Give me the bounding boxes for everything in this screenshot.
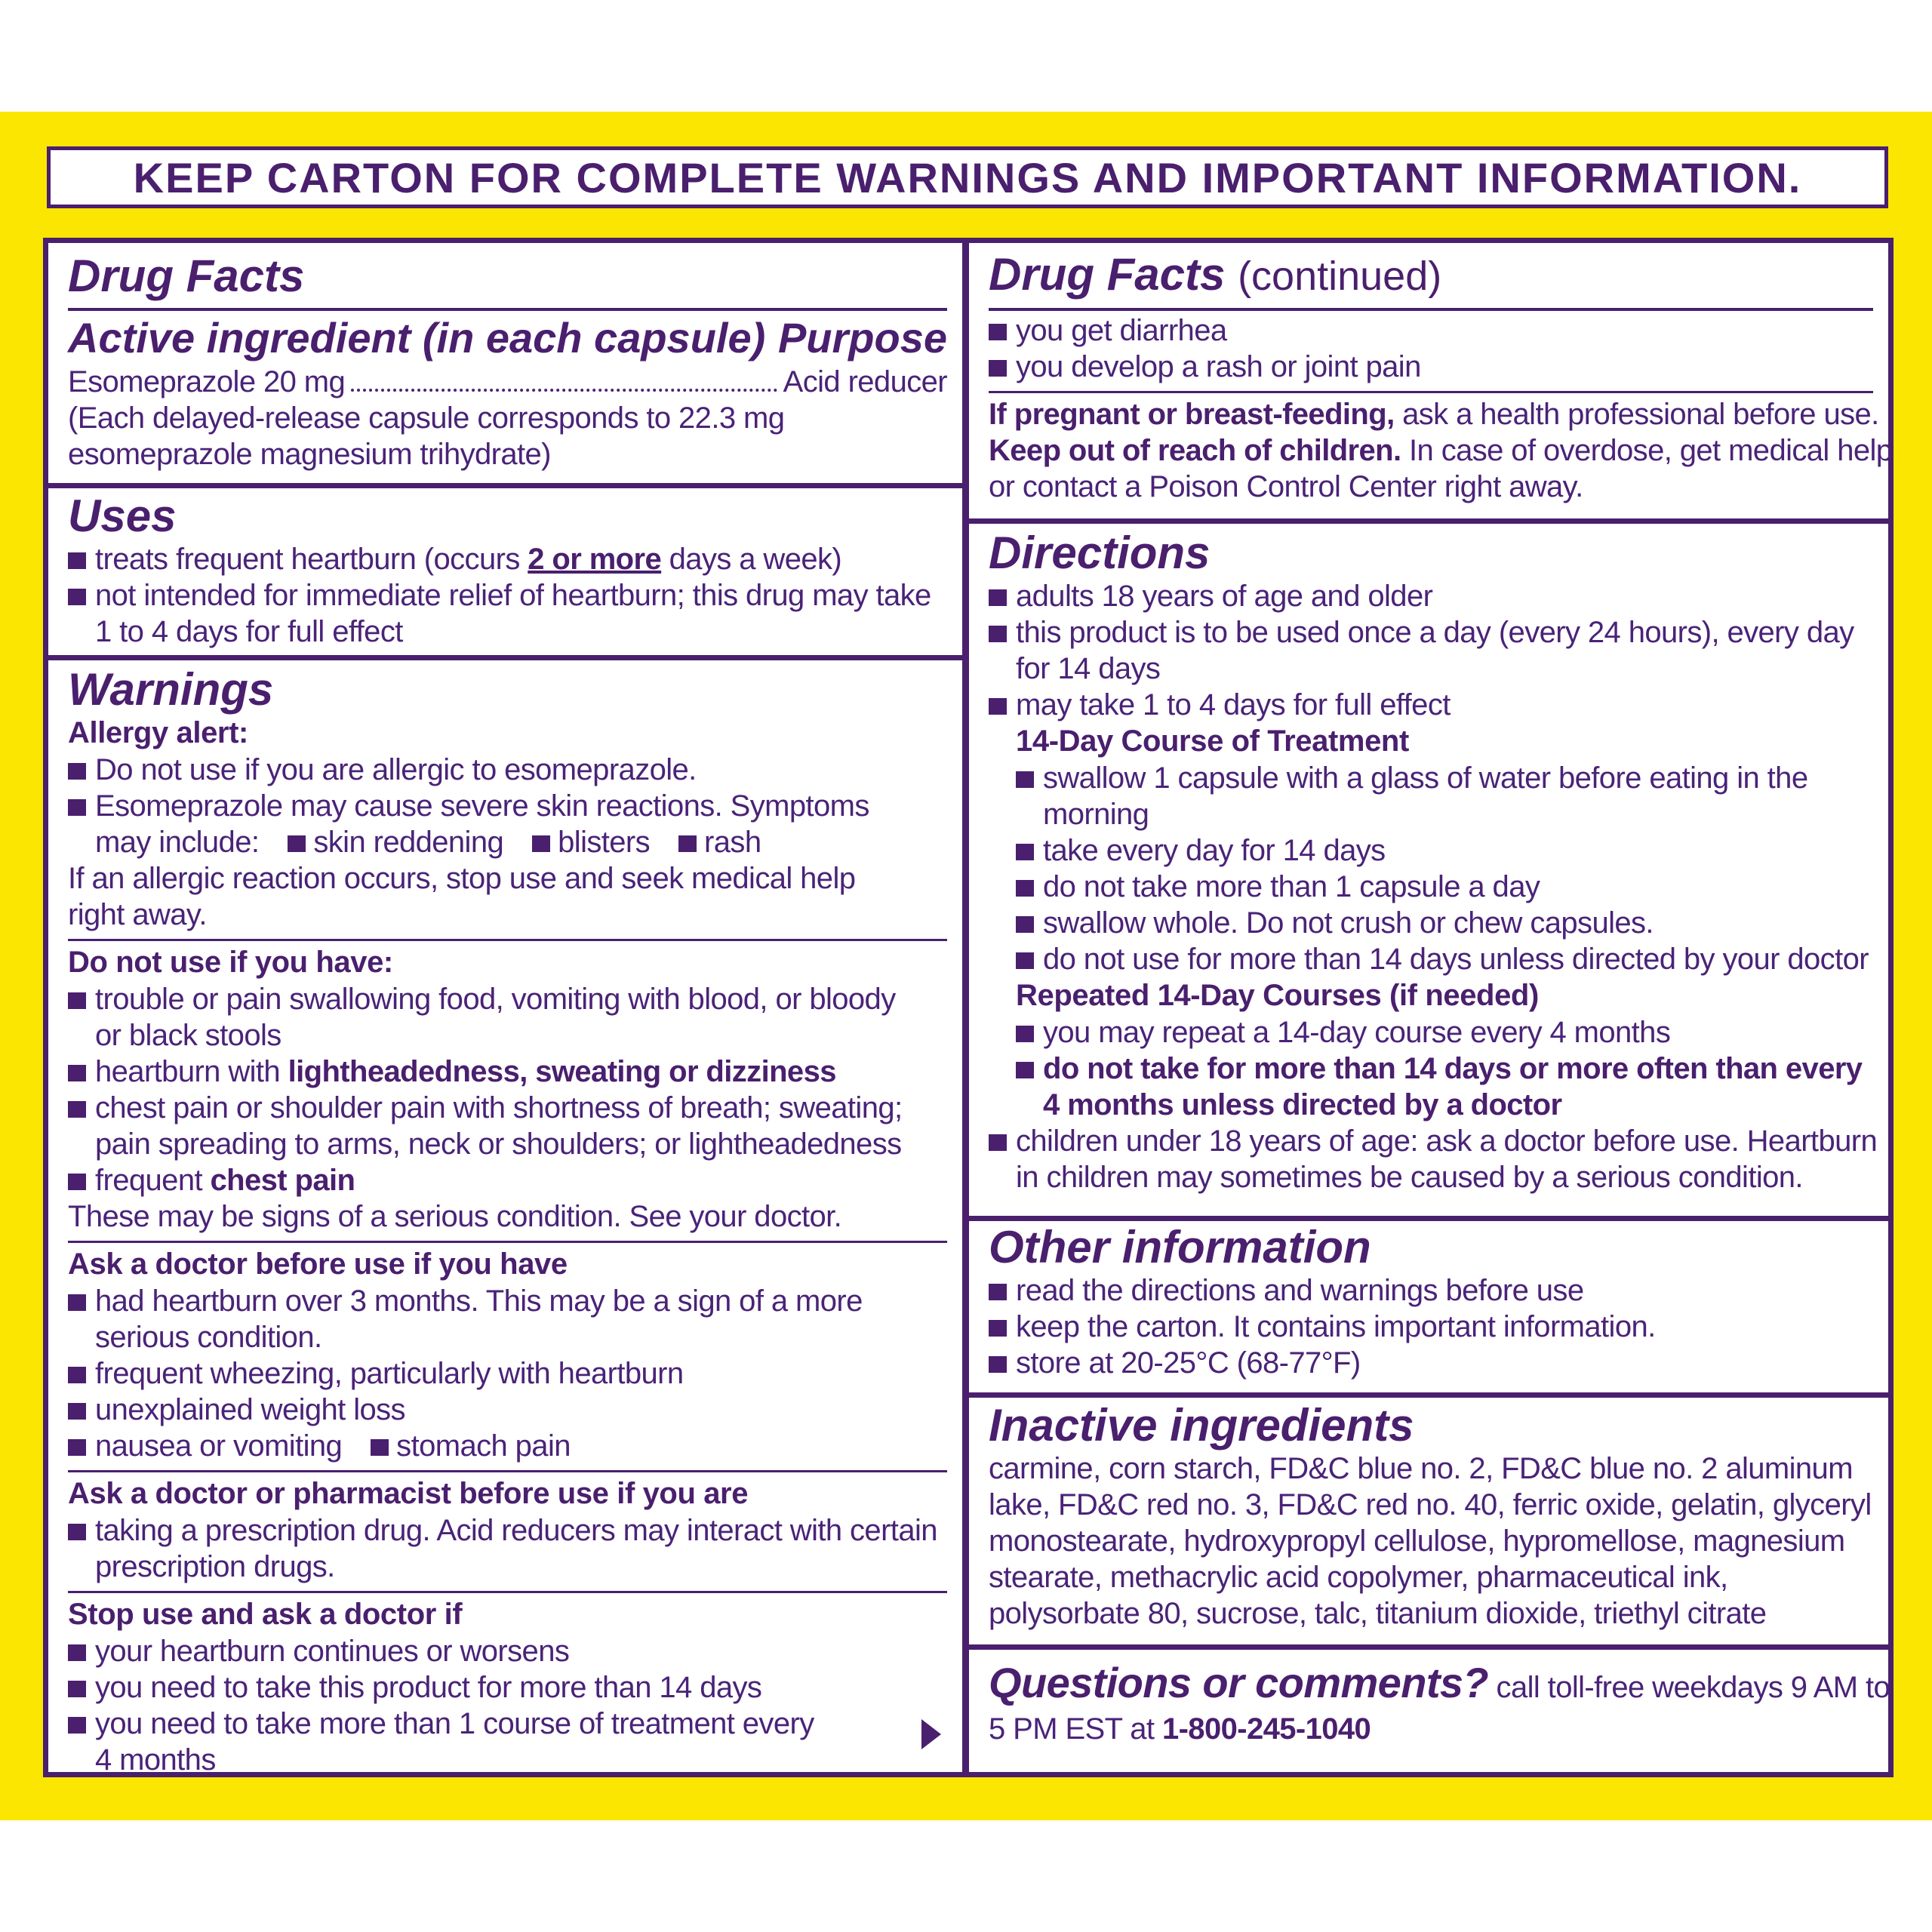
list-item: you need to take this product for more than 14 days	[68, 1669, 947, 1706]
list-item: you get diarrhea	[989, 312, 1873, 349]
inactive-line: carmine, corn starch, FD&C blue no. 2, FD&C blue no. 2 aluminum	[989, 1452, 1853, 1485]
keep-away-warning: Keep out of reach of children. In case of overdose, get medical help	[989, 434, 1893, 467]
stop-use-heading: Stop use and ask a doctor if	[68, 1598, 463, 1631]
arrow-right-icon	[921, 1719, 941, 1749]
ingredient-note: esomeprazole magnesium trihydrate)	[68, 438, 551, 471]
list-item: do not take for more than 14 days or more often than every	[989, 1051, 1873, 1087]
list-item: do not use for more than 14 days unless directed by your doctor	[989, 941, 1873, 977]
uses-title: Uses	[68, 491, 177, 541]
divider	[68, 1591, 947, 1593]
list-item: may take 1 to 4 days for full effect	[989, 687, 1873, 723]
list-item: children under 18 years of age: ask a doctor before use. Heartburn	[989, 1123, 1873, 1159]
divider	[68, 308, 947, 311]
phone-number: 1-800-245-1040	[1161, 1712, 1371, 1746]
ask-pharmacist-heading: Ask a doctor or pharmacist before use if you are	[68, 1477, 749, 1510]
list-item: had heartburn over 3 months. This may be a sign of a more	[68, 1283, 947, 1319]
list-item-cont: 1 to 4 days for full effect	[95, 615, 403, 648]
list-item: read the directions and warnings before use	[989, 1272, 1873, 1309]
list-item: Esomeprazole may cause severe skin reactions. Symptoms	[68, 788, 947, 824]
symptom-row: may include: skin reddening blisters rash	[95, 826, 761, 859]
questions-line: Questions or comments? call toll-free weekdays 9 AM to	[989, 1659, 1890, 1706]
inactive-line: lake, FD&C red no. 3, FD&C red no. 40, ferric oxide, gelatin, glyceryl	[989, 1488, 1872, 1521]
divider	[68, 939, 947, 941]
repeat-heading: Repeated 14-Day Courses (if needed)	[1016, 979, 1539, 1012]
ingredient-row	[68, 364, 947, 400]
pregnant-warning: If pregnant or breast-feeding, ask a health professional before use.	[989, 398, 1879, 431]
course-heading: 14-Day Course of Treatment	[1016, 724, 1409, 758]
square-bullet-icon	[678, 835, 697, 852]
ask-doctor-heading: Ask a doctor before use if you have	[68, 1247, 568, 1281]
square-bullet-icon	[371, 1439, 389, 1456]
list-item: chest pain or shoulder pain with shortness of breath; sweating;	[68, 1090, 947, 1126]
list-item: frequent wheezing, particularly with heartburn	[68, 1355, 947, 1392]
list-item: you may repeat a 14-day course every 4 months	[989, 1014, 1873, 1051]
do-not-use-heading: Do not use if you have:	[68, 946, 393, 979]
inactive-line: monostearate, hydroxypropyl cellulose, hypromellose, magnesium	[989, 1524, 1845, 1558]
directions-section	[969, 528, 1888, 1221]
ingredient-note: (Each delayed-release capsule corresponds to 22.3 mg	[68, 401, 785, 435]
list-item: your heartburn continues or worsens	[68, 1633, 947, 1669]
list-item: frequent chest pain	[68, 1162, 947, 1198]
list-item: swallow 1 capsule with a glass of water before eating in the	[989, 760, 1873, 796]
warning-note: These may be signs of a serious condition. See your doctor.	[68, 1200, 842, 1233]
list-item: adults 18 years of age and older	[989, 578, 1873, 614]
square-bullet-icon	[288, 835, 306, 852]
inactive-line: stearate, methacrylic acid copolymer, pharmaceutical ink,	[989, 1561, 1728, 1594]
drug-facts-continued-title: Drug Facts (continued)	[989, 249, 1442, 300]
questions-section	[969, 1656, 1888, 1747]
list-item-cont: 4 months	[95, 1743, 216, 1777]
allergy-alert-heading: Allergy alert:	[68, 716, 248, 749]
warnings-section	[48, 665, 962, 1778]
list-item: you develop a rash or joint pain	[989, 349, 1873, 385]
list-item: take every day for 14 days	[989, 832, 1873, 869]
keep-carton-banner	[47, 146, 1888, 208]
drug-facts-panel-right	[964, 238, 1894, 1777]
list-item-cont: 4 months unless directed by a doctor	[1043, 1088, 1562, 1121]
list-item: keep the carton. It contains important information.	[989, 1309, 1873, 1345]
drug-facts-panel-left	[43, 238, 968, 1777]
active-heading-row	[68, 312, 947, 364]
keep-away-warning-cont: or contact a Poison Control Center right away.	[989, 470, 1583, 503]
ingredient-purpose: Acid reducer	[783, 365, 947, 398]
list-item: heartburn with lightheadedness, sweating or dizziness	[68, 1054, 947, 1090]
list-item: not intended for immediate relief of heartburn; this drug may take	[68, 577, 947, 614]
banner-text: KEEP CARTON FOR COMPLETE WARNINGS AND IMPORTANT INFORMATION.	[133, 153, 1802, 202]
list-item-cont: prescription drugs.	[95, 1550, 335, 1583]
uses-section	[48, 491, 962, 660]
active-ingredient-section	[48, 249, 962, 488]
warnings-title: Warnings	[68, 664, 274, 715]
allergy-note: If an allergic reaction occurs, stop use and seek medical help	[68, 862, 856, 895]
list-item: trouble or pain swallowing food, vomiting with blood, or bloody	[68, 981, 947, 1017]
divider	[68, 1241, 947, 1243]
ingredient-name: Esomeprazole 20 mg	[68, 365, 346, 398]
list-item: Do not use if you are allergic to esomeprazole.	[68, 752, 947, 788]
inactive-line: polysorbate 80, sucrose, talc, titanium dioxide, triethyl citrate	[989, 1597, 1767, 1630]
divider	[989, 308, 1873, 311]
list-item-cont: serious condition.	[95, 1321, 322, 1354]
dot-leader	[351, 389, 777, 392]
continued-section	[969, 248, 1893, 524]
list-item-cont: or black stools	[95, 1019, 281, 1052]
list-item: do not take more than 1 capsule a day	[989, 869, 1873, 905]
list-item: unexplained weight loss	[68, 1392, 947, 1428]
square-bullet-icon	[532, 835, 550, 852]
allergy-note: right away.	[68, 898, 207, 931]
divider	[68, 1470, 947, 1472]
list-item: swallow whole. Do not crush or chew capsules.	[989, 905, 1873, 941]
list-item-cont: pain spreading to arms, neck or shoulders; or lightheadedness	[95, 1128, 902, 1161]
inactive-ingredients-title: Inactive ingredients	[989, 1400, 1414, 1451]
list-item: you need to take more than 1 course of treatment every	[68, 1706, 947, 1742]
divider	[989, 391, 1873, 393]
list-item-cont: for 14 days	[1016, 652, 1161, 685]
active-ingredient-heading: Active ingredient (in each capsule)	[68, 314, 766, 361]
other-information-title: Other information	[989, 1222, 1371, 1272]
list-item: nausea or vomiting stomach pain	[68, 1428, 947, 1464]
list-item: store at 20-25°C (68-77°F)	[989, 1345, 1873, 1381]
list-item-cont: morning	[1043, 798, 1149, 831]
drug-facts-title: Drug Facts	[68, 251, 305, 301]
directions-title: Directions	[989, 528, 1211, 578]
list-item: this product is to be used once a day (every 24 hours), every day	[989, 614, 1873, 651]
list-item: treats frequent heartburn (occurs 2 or more days a week)	[68, 541, 947, 577]
other-information-section	[969, 1223, 1888, 1398]
list-item: taking a prescription drug. Acid reducers may interact with certain	[68, 1512, 947, 1549]
list-item-cont: in children may sometimes be caused by a serious condition.	[1016, 1161, 1803, 1194]
inactive-ingredients-section	[969, 1401, 1888, 1650]
purpose-heading: Purpose	[777, 314, 947, 361]
questions-phone-line: 5 PM EST at 1-800-245-1040	[989, 1712, 1371, 1746]
